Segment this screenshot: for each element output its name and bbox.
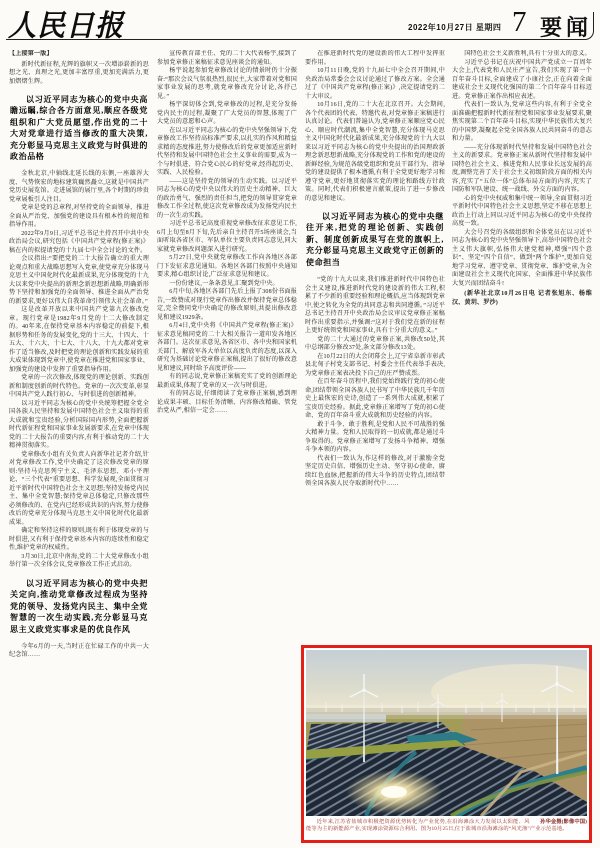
article-paragraph: 杨宇说起参加党章修改讨论的情景时仍十分振奋:“那次会议气氛很热烈,很民主,大家带着对党和国家事业发展的思考,就党章修改充分讨论,各抒己见。” — [157, 68, 297, 100]
article-paragraph: 在10月22日的大会闭幕会上,辽宁省阜新市彰武县北甸子村党支部书记、村委会主任代表举手表决,为党章修正案表决投下自己的庄严赞成票。 — [305, 353, 445, 377]
article-paragraph: 国特色社会主义新胜利,具有十分重大的意义。 — [464, 51, 591, 57]
article-paragraph: 一份份建议,一条条意见,汇聚到党中央。 — [169, 280, 279, 287]
article-paragraph: 敢于斗争、敢于胜利,是党和人民不可战胜的强大精神力量。党和人民取得的一切成就,都是通过斗争取得的。党章修正案增写了发扬斗争精神、增强斗争本领的内容。 — [305, 421, 445, 454]
article-paragraph: 10月11日晚,党的十九届七中全会召开期间,中央政治局常委会会议讨论通过了修改方案。全会通过了《中国共产党章程(修正案)》,决定提请党的二十大审议。 — [305, 68, 445, 100]
sun-glare-core — [381, 786, 407, 798]
article-subheading: 以习近平同志为核心的党中央高瞻远瞩,综合各方面意见,顺应各级党组织和广大党员愿望,作出党的二十大对党章进行适当修改的重大决策,充分彰显马克思主义政党与时俱进的政治品格 — [10, 95, 148, 162]
article-subheading: 以习近平同志为核心的党中央把关定向,推动党章修改过程成为坚持党的领导、发扬党内民主、集中全党智慧的一次生动实践,充分彰显马克思主义政党实事求是的优良作风 — [10, 578, 148, 634]
article-paragraph: 宣传教育部主任、党的二十大代表杨宇,接到了参加党章修正案稿征求意见座谈会的通知。 — [157, 51, 297, 66]
photo-caption — [306, 819, 587, 834]
byline: (新华社北京10月26日电 记者张旭东、杨维汉、黄玥、罗沙) — [452, 291, 592, 306]
article-paragraph: 大会号召党的各级组织和全体党员在以习近平同志为核心的党中央坚强领导下,高举中国特色社会主义伟大旗帜,弘扬伟大建党精神,增强“四个意识”、坚定“四个自信”、做到“两个维护”,更加自觉地学习党章、遵守党章、贯彻党章、维护党章,为全面建设社会主义现代化国家、全面推进中华民族伟大复兴而团结奋斗! — [452, 229, 592, 287]
article-paragraph: 确定和坚持这样的原则,既有利于体现党章的与时俱进,又有利于保持党章基本内容的连续性和稳定性,维护党章的权威性。 — [9, 528, 149, 552]
photo-caption-text: 近年来,江苏省盐城市积极把资源优势转化为产业优势,在沿海滩涂大力发展以太阳能、风能等为主的新能源产业,实现滩涂资源综合利用。图为10月25日,位于盐城市沿海滩涂的“风光渔”产业示范基地。 — [306, 819, 568, 833]
article-paragraph: “党的十九大以来,我们推进新时代中国特色社会主义建设,推进新时代党的建设新的伟大工程,积累了不少新的重要经验和理论概括,应当体现到党章中,使之转化为全党的共同意志和共同遵循。”习近平总书记主持召开中央政治局会议审议党章修正案稿时作出重要指示,并强调:“这对于我们党在新的征程上更好统领党和国家事业,具有十分重大的意义。” — [305, 277, 445, 335]
article-paragraph: 10月16日,党的二十大在北京召开。大会期间,各个代表团的代表、特邀代表,对党章修正案稿进行认真讨论。代表们普遍认为,党章修正案顺应党心民心、顺应时代潮流,集中全党智慧,充分体现马克思主义中国化时代化最新成果,充分体现党的十九大以来以习近平同志为核心的党中央提出的治国理政新理念新思想新战略,充分体现党的工作和党的建设的新鲜经验,为规范各级党组织和党员干部行为、指导党的建设提供了根本遵循,有利于全党更好地学习和遵守党章,更好地贯彻落实党的理论和路线方针政策。同时,代表们积极建言献策,提出了进一步修改的意见和建议。 — [305, 102, 445, 202]
horizon-haze — [306, 705, 587, 719]
article-paragraph: 2022年9月9日,习近平总书记主持召开中共中央政治局会议,研究包括《中国共产党章程(修正案)》稿在内的拟提请党的十九届七中全会讨论的文件。 — [9, 230, 149, 254]
article-paragraph: 6月4日,党中央将《中国共产党章程(修正案)》征求意见稿同党的二十大相关报告一道印发各地区各部门。这次征求意见,各省区市、各中央和国家机关部门、解放军各大单位以高度负责的态度,以深入研究为基础讨论党章修正案稿,提出了很好的修改意见和建议,同时给予高度评价—— — [157, 323, 297, 372]
article-paragraph: 有的同志说,党章修正案稿充实了党的创新理论最新成果,体现了党章的又一次与时俱进。 — [157, 374, 297, 389]
article-paragraph: 6月中旬,各地区各部门先后上报了308份书面报告,一致赞成对现行党章作出修改并保持党章总体稳定,完全赞同党中央确定的修改原则,共提出修改意见和建议1929条。 — [157, 289, 297, 321]
continuation-tag: 【上接第一版】 — [9, 51, 53, 57]
article-paragraph: 5月27日,党中央就党章修改工作向各地区各部门下发征求意见通知。各地区各部门按照中央通知要求,精心组织讨论,广泛征求意见和建议。 — [157, 255, 297, 278]
photo-frame — [301, 645, 592, 843]
article-paragraph: ——这是坚持党的领导的生动实践。以习近平同志为核心的党中央以伟大的历史主动精神、巨大的政治勇气、强烈的责任担当,把党的领导贯穿党章修改工作全过程,使这次党章修改成为发扬党内民主的一次生动实践。 — [157, 178, 297, 219]
article-subheading: 以习近平同志为核心的党中央继往开来,把党的理论创新、实践创新、制度创新成果写在党的旗帜上,充分彰显马克思主义政党守正创新的使命担当 — [306, 212, 444, 267]
article-column-1 — [9, 50, 149, 846]
article-paragraph: 党章的一次次修改,体现党的理论创新、实践创新和制度创新的时代特色。党章的一次次变革,彰显中国共产党人践行初心、与时俱进的创新精神。 — [9, 375, 149, 399]
article-paragraph: 心的党中央权威和集中统一领导,全面贯彻习近平新时代中国特色社会主义思想,坚定不移在思想上政治上行动上同以习近平同志为核心的党中央保持高度一致。 — [452, 195, 592, 227]
article-paragraph: 今年6月的一天,当时正在忙碌工作的中共一大纪念馆…… — [9, 643, 149, 659]
article-paragraph: 以习近平同志为核心的党中央统筹把握全党全国各族人民坚持和发展中国特色社会主义取得的重大成就和宝贵经验,分析国际国内形势,全面把握新时代新征程党和国家事业发展新要求,在党章中体现党的二十大报告的重要内容,有利于推动党的二十大精神贯彻落实。 — [9, 400, 149, 450]
masthead-logo: 人民日报 — [8, 10, 125, 43]
article-paragraph: 代表们一致认为,作这样的修改,对于激励全党坚定历史自信、增强历史主动、坚守初心使命、赓续红色血脉,把握新的伟大斗争的历史特点,团结带领全国各族人民夺取新时代中…… — [305, 455, 445, 488]
article-paragraph: 会议指出:“要把党的二十大报告确立的重大理论观点和重大战略思想写入党章,使党章充分体现马克思主义中国化时代化最新成果,充分体现党的十九大以来党中央提出的新理念新思想新战略,明确新形势下坚持和加强党的全面领导、推进全面从严治党的新要求,更好以伟大自我革命引领伟大社会革命。” — [9, 256, 149, 305]
article-paragraph: 习近平总书记高度重视党章修改征求意见工作,6月上旬至8月下旬,先后亲自主持召开5场座谈会,当面听取各省区市、军队单位主要负责同志意见,同大家就党章修改问题深入进行研究。 — [157, 221, 297, 253]
header-date — [408, 22, 501, 33]
news-photo — [306, 650, 587, 816]
article-paragraph: 习近平总书记在庆祝中国共产党成立一百周年大会上,代表党和人民庄严宣告,我们实现了第一个百年奋斗目标,全面建成了小康社会,正在向着全面建成社会主义现代化强国的第二个百年奋斗目标迈进。党章修正案作出相应表述。 — [452, 59, 592, 100]
article-paragraph: 杨宇深切体会到,党章修改的过程,是充分发扬党内民主的过程,凝聚了广大党员的智慧,体现了广大党员的意愿和心声。 — [157, 102, 297, 125]
article-column-4 — [452, 50, 592, 640]
article-paragraph: 3月30日,北京中南海,党的二十大党章修改小组举行第一次全体会议,党章修改工作正式启动。 — [9, 553, 149, 569]
article-paragraph: 在百年奋斗历程中,我们党始终践行党的初心使命,团结带领全国各族人民书写了中华民族几千年历史上最恢宏的史诗,创造了一系列伟大成就,积累了宝贵历史经验。据此,党章修正案增写了党的初心使命、党的百年奋斗重大成就和历史经验的内容。 — [305, 379, 445, 420]
article-paragraph: 有的同志说,仔细阅读了党章修正案稿,感到理论成果丰硕、目标任务清晰、内容修改精确、管党治党从严,相信一定会…… — [157, 391, 297, 414]
photo-credit: 孙华金摄(影像中国) — [540, 819, 587, 825]
article-paragraph: 新时代新征程,光辉的旗帜又一次增添崭新的思想之光、真理之光,更加丰富厚重,更加充满活力,更加熠熠生辉。 — [9, 61, 149, 85]
date-text: 2022年10月27日 — [408, 23, 474, 32]
article-column-2 — [157, 50, 297, 846]
weekday-text: 星期四 — [475, 23, 502, 32]
article-paragraph: 党章修改小组有关负责人向新华社记者介绍,针对党章修改工作,党中央确定了这次修改党章的原则:坚持马克思列宁主义、毛泽东思想、邓小平理论、“三个代表”重要思想、科学发展观,全面贯彻习近平新时代中国特色社会主义思想;坚持发扬党内民主、集中全党智慧;保持党章总体稳定,只修改那些必须修改的、在党内已经形成共识的内容,努力使修改后的党章充分体现马克思主义中国化时代化最新成果。 — [9, 451, 149, 526]
article-paragraph: ——充分体现新时代坚持和发展中国特色社会主义的新要求。党章修正案从新时代坚持和发展中国特色社会主义、推进党和人民事业长远发展的高度,调整完善了关于社会主义初级阶段方面的相关内容,充实了“五位一体”总体布局方面的内容,充实了国防和军队建设、统一战线、外交方面的内容。 — [452, 144, 592, 193]
page-number: 7 — [512, 6, 527, 38]
article-paragraph: 在以习近平同志为核心的党中央坚强领导下,党章修改工作坚持高标准严要求,以扎实的作风和精益求精的态度推进,努力使修改后的党章更加适应新时代坚持和发展中国特色社会主义事业的需要,成为一个与时俱进、符合党心民心的好党章,经得起历史、实践、人民检验。 — [157, 127, 297, 176]
article-paragraph: 党章是党的总章程,对坚持党的全面领导、推进全面从严治党、加强党的建设具有根本性的规范和指导作用。 — [9, 205, 149, 229]
section-title: 要闻 — [540, 15, 593, 40]
article-paragraph: 这是改革开放以来中国共产党第九次修改党章。现行党章是1982年9月党的十二大修改制定的。40年来,在保持党章基本内容稳定的前提下,根据形势和任务的发展变化,党的十三大、十四大、十五大、十六大、十七大、十八大、十九大都对党章作了适当修改,及时把党的理论创新和实践发展的重大成果体现到党章中,使党章在推进党和国家事业、加强党的建设中发挥了重要指导作用。 — [9, 307, 149, 373]
article-column-3 — [305, 50, 445, 640]
article-paragraph: 金秋北京,中轴线北延长线的东侧,一座雄浑大度、气势恢宏的地标建筑巍然矗立,这就是中国共产党历史展览馆。走进展馆的展厅里,各个时期的珍贵党章展板引人注目。 — [9, 171, 149, 203]
article-paragraph: 在推进新时代党的建设新的伟大工程中发挥重要作用。 — [305, 51, 445, 66]
article-paragraph: 代表们一致认为,党章这些内容,有利于全党全面准确把握新时代新征程党和国家事业发展要求,聚焦实现第二个百年奋斗目标,实现中华民族伟大复兴的中国梦,凝聚起全党全国各族人民共同奋斗的意志和力量。 — [452, 102, 592, 142]
article-paragraph: 党的二十大通过的党章修正案,共修改50处,其中总纲部分修改37处,条文部分修改13处。 — [305, 336, 445, 352]
